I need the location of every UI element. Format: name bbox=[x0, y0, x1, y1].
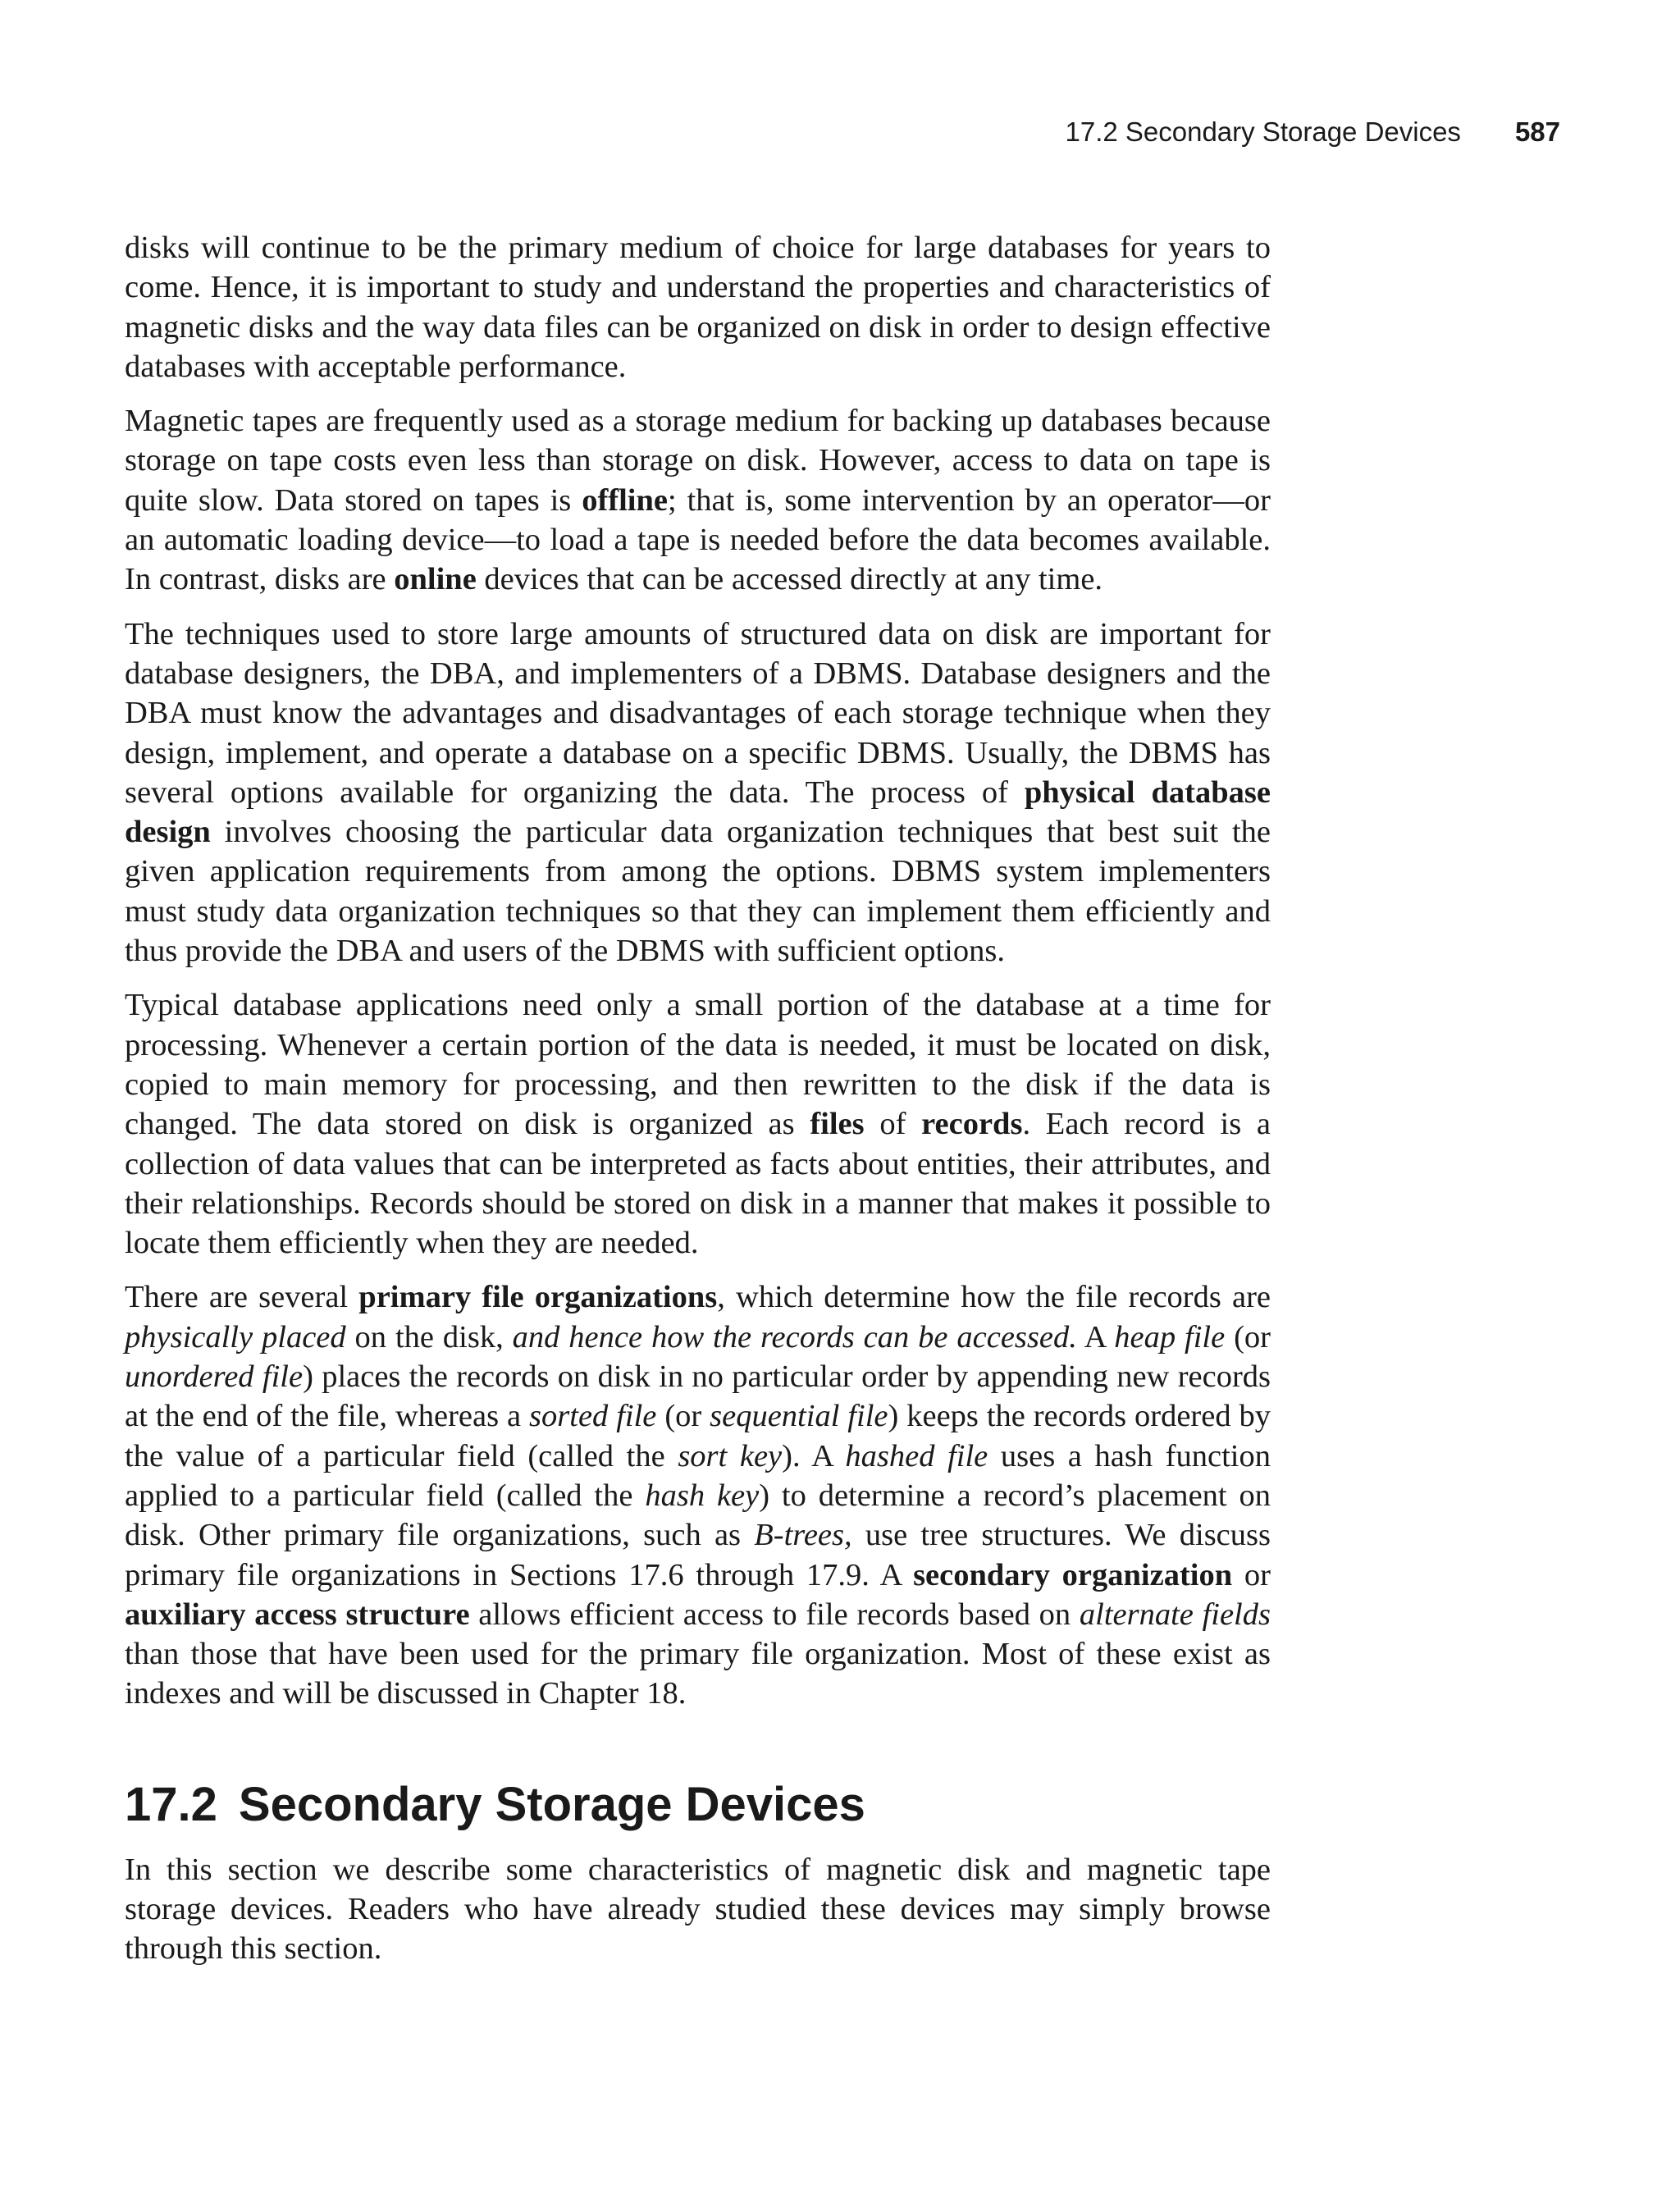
term-online: online bbox=[394, 562, 477, 597]
term-secondary-organization: secondary organization bbox=[913, 1557, 1233, 1592]
paragraph-text: In this section we describe some characteristics of magnetic disk and magnetic tape storage devices. Readers who have already studied these devices may simply browse through this section. bbox=[125, 1852, 1271, 1967]
term-records: records bbox=[921, 1107, 1023, 1142]
paragraph-text: ) places the records on disk in no particular order by appending new records at the end of the file, whereas a bbox=[125, 1359, 1271, 1434]
paragraph-files-records bbox=[125, 985, 1271, 1263]
page-body bbox=[125, 228, 1271, 1984]
emphasis-sorted-file: sorted file bbox=[529, 1399, 657, 1434]
paragraph-text: , which determine how the file records are bbox=[717, 1280, 1271, 1315]
paragraph-text: or bbox=[1232, 1557, 1271, 1592]
paragraph-section-intro bbox=[125, 1850, 1271, 1969]
emphasis-sort-key: sort key bbox=[678, 1438, 783, 1473]
paragraph-text: on the disk, bbox=[345, 1319, 513, 1355]
emphasis-how-accessed: and hence how the records can be accessed. bbox=[512, 1319, 1077, 1355]
term-offline: offline bbox=[582, 482, 668, 518]
paragraph-magnetic-tapes bbox=[125, 401, 1271, 599]
paragraph-text: (or bbox=[656, 1399, 710, 1434]
page-number: 587 bbox=[1514, 116, 1560, 147]
paragraph-text: . Each record is a collection of data values that can be interpreted as facts about entities, their attributes, and their relationships. Records should be stored on disk in a manner that makes it possible to locate them efficiently when they are needed. bbox=[125, 1107, 1271, 1261]
paragraph-text: of bbox=[864, 1107, 922, 1142]
paragraph-text: involves choosing the particular data organization techniques that best suit the given application requirements from among the options. DBMS system implementers must study data organization techniques so that they can implement them efficiently and thus provide the DBA and users of the DBMS with sufficient options. bbox=[125, 815, 1271, 969]
paragraph-text: There are several bbox=[125, 1280, 359, 1315]
paragraph-text: ) to determine a record’s placement on disk. Other primary file organizations, such as bbox=[125, 1478, 1271, 1553]
paragraph-text: devices that can be accessed directly at any time. bbox=[476, 562, 1103, 597]
paragraph-file-organizations bbox=[125, 1277, 1271, 1713]
emphasis-heap-file: heap file bbox=[1114, 1319, 1226, 1355]
paragraph-text: ) keeps the records ordered by the value of a particular field (called the bbox=[125, 1399, 1271, 1473]
section-heading bbox=[125, 1777, 1271, 1831]
paragraph-text: than those that have been used for the primary file organization. Most of these exist as indexes and will be discussed in Chapter 18. bbox=[125, 1637, 1271, 1711]
emphasis-hash-key: hash key bbox=[645, 1478, 760, 1513]
term-primary-file-organizations: primary file organizations bbox=[358, 1280, 718, 1315]
paragraph-text: Magnetic tapes are frequently used as a storage medium for backing up databases because storage on tape costs even less than storage on disk. However, access to data on tape is quite slow. Data stored on tapes is bbox=[125, 404, 1271, 518]
paragraph-storage-techniques bbox=[125, 614, 1271, 971]
paragraph-intro-continuation bbox=[125, 228, 1271, 386]
emphasis-sequential-file: sequential file bbox=[710, 1399, 888, 1434]
emphasis-b-trees: B-trees, bbox=[754, 1518, 852, 1553]
emphasis-physically-placed: physically placed bbox=[125, 1319, 346, 1355]
paragraph-text: The techniques used to store large amounts of structured data on disk are important for database designers, the DBA, and implementers of a DBMS. Database designers and the DBA must know the advantages and disadvantages of each storage technique when they design, implement, and operate a database on a specific DBMS. Usually, the DBMS has several options available for organizing the data. The process of bbox=[125, 616, 1271, 810]
paragraph-text: ; that is, some intervention by an operator—or an automatic loading device—to load a tape is needed before the data becomes available. In contrast, disks are bbox=[125, 482, 1271, 597]
paragraph-text: ). A bbox=[782, 1438, 846, 1473]
term-auxiliary-access-structure: auxiliary access structure bbox=[125, 1597, 470, 1632]
running-head bbox=[1065, 118, 1560, 145]
term-files: files bbox=[810, 1107, 865, 1142]
paragraph-text: allows efficient access to file records based on bbox=[469, 1597, 1080, 1632]
paragraph-text: Typical database applications need only a small portion of the database at a time for processing. Whenever a certain portion of the data is needed, it must be located on disk, copied to main memory for processing, and then rewritten to the disk if the data is changed. The data stored on disk is organized as bbox=[125, 988, 1271, 1142]
section-number: 17.2 bbox=[125, 1777, 217, 1831]
emphasis-hashed-file: hashed file bbox=[845, 1438, 988, 1473]
paragraph-text: (or bbox=[1225, 1319, 1271, 1355]
running-head-title: 17.2 Secondary Storage Devices bbox=[1065, 116, 1461, 147]
section-title: Secondary Storage Devices bbox=[238, 1777, 865, 1831]
paragraph-text: use tree structures. We discuss primary file organizations in Sections 17.6 through 17.9. A bbox=[125, 1518, 1271, 1592]
paragraph-text: uses a hash function applied to a particular field (called the bbox=[125, 1438, 1271, 1513]
emphasis-unordered-file: unordered file bbox=[125, 1359, 304, 1395]
emphasis-alternate-fields: alternate fields bbox=[1079, 1597, 1271, 1632]
paragraph-text: A bbox=[1076, 1319, 1115, 1355]
paragraph-text: disks will continue to be the primary medium of choice for large databases for years to come. Hence, it is important to study and understand the properties and characteristics of magnetic disks and the way data files can be organized on disk in order to design effective databases with acceptable performance. bbox=[125, 231, 1271, 384]
term-physical-database-design: physical database design bbox=[125, 774, 1271, 850]
